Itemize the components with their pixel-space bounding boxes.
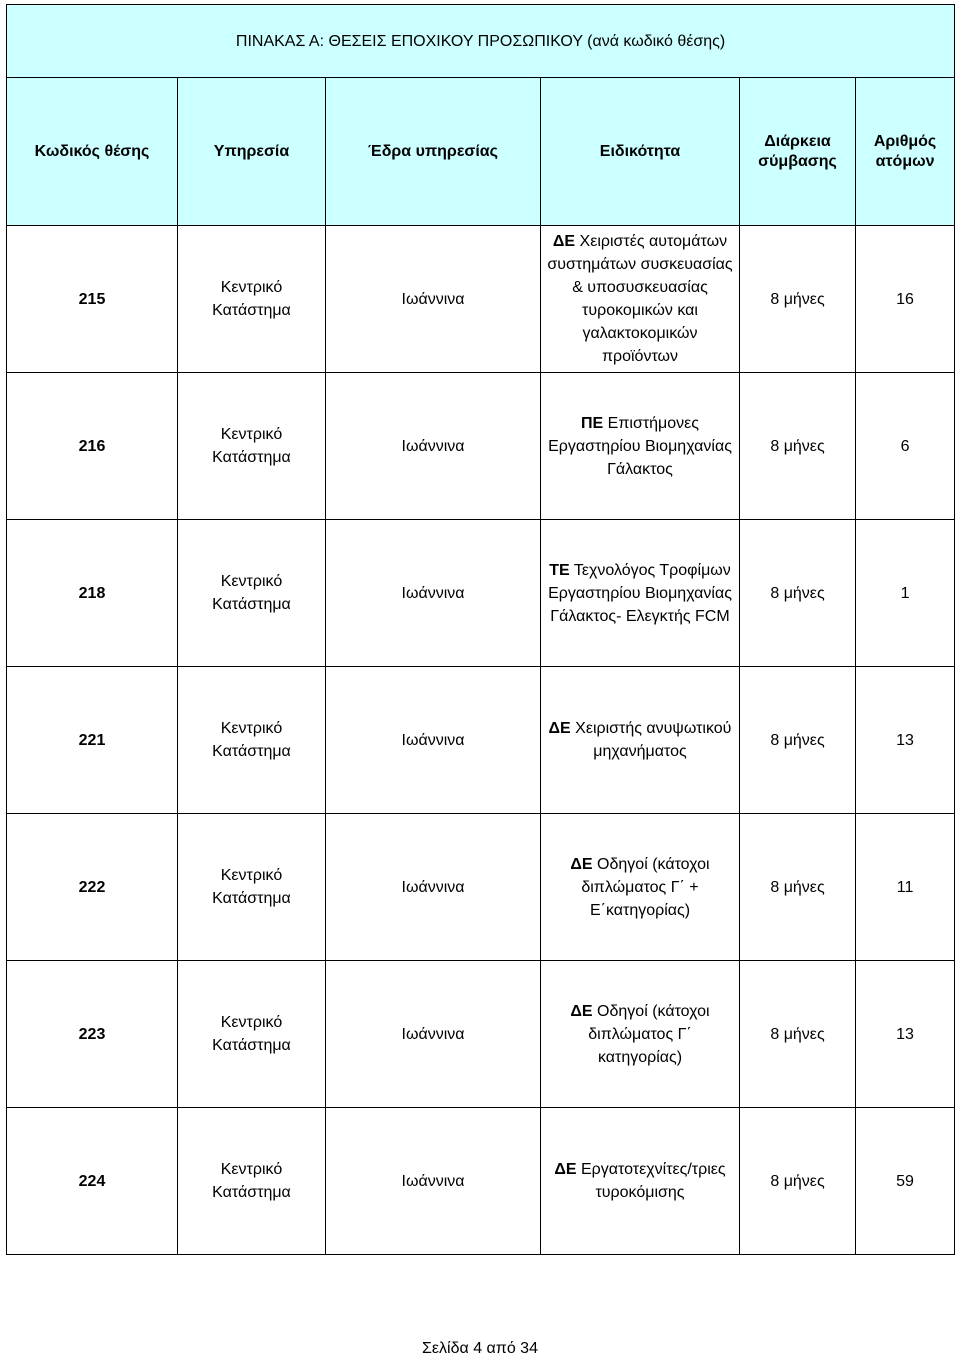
cell-duration: 8 μήνες bbox=[740, 667, 856, 814]
cell-code: 223 bbox=[7, 961, 178, 1108]
table-row bbox=[7, 226, 955, 373]
cell-code: 218 bbox=[7, 520, 178, 667]
positions-table bbox=[6, 4, 955, 1255]
table-title: ΠΙΝΑΚΑΣ Α: ΘΕΣΕΙΣ ΕΠΟΧΙΚΟΥ ΠΡΟΣΩΠΙΚΟΥ (ανά κωδικό θέσης) bbox=[7, 5, 955, 78]
cell-persons: 13 bbox=[856, 667, 955, 814]
cell-service: Κεντρικό Κατάστημα bbox=[178, 226, 326, 373]
cell-specialty bbox=[541, 520, 740, 667]
table-row bbox=[7, 520, 955, 667]
cell-service: Κεντρικό Κατάστημα bbox=[178, 1108, 326, 1255]
specialty-text: Οδηγοί (κάτοχοι διπλώματος Γ΄ κατηγορίας) bbox=[588, 1002, 710, 1066]
specialty-category: ΔΕ bbox=[570, 1002, 593, 1020]
cell-persons: 11 bbox=[856, 814, 955, 961]
header-specialty: Ειδικότητα bbox=[541, 78, 740, 226]
specialty-text: Επιστήμονες Εργαστηρίου Βιομηχανίας Γάλακτος bbox=[548, 414, 732, 478]
specialty-category: ΤΕ bbox=[549, 561, 570, 579]
table-title-row bbox=[7, 5, 955, 78]
specialty-category: ΔΕ bbox=[552, 233, 576, 250]
cell-service: Κεντρικό Κατάστημα bbox=[178, 520, 326, 667]
table-row bbox=[7, 961, 955, 1108]
specialty-text: Χειριστές αυτομάτων συστημάτων συσκευασίας & υποσυσκευασίας τυροκομικών και γαλακτοκομικών προϊόντων bbox=[547, 233, 733, 365]
cell-code: 215 bbox=[7, 226, 178, 373]
cell-specialty bbox=[541, 373, 740, 520]
cell-code: 222 bbox=[7, 814, 178, 961]
cell-location: Ιωάννινα bbox=[326, 520, 541, 667]
cell-duration: 8 μήνες bbox=[740, 520, 856, 667]
header-duration: Διάρκεια σύμβασης bbox=[740, 78, 856, 226]
cell-code: 224 bbox=[7, 1108, 178, 1255]
cell-specialty bbox=[541, 814, 740, 961]
header-service: Υπηρεσία bbox=[178, 78, 326, 226]
cell-duration: 8 μήνες bbox=[740, 1108, 856, 1255]
header-code: Κωδικός θέσης bbox=[7, 78, 178, 226]
specialty-text: Οδηγοί (κάτοχοι διπλώματος Γ΄ + Ε΄κατηγορίας) bbox=[581, 855, 710, 919]
cell-location: Ιωάννινα bbox=[326, 1108, 541, 1255]
cell-duration: 8 μήνες bbox=[740, 814, 856, 961]
cell-code: 221 bbox=[7, 667, 178, 814]
cell-persons: 59 bbox=[856, 1108, 955, 1255]
specialty-category: ΠΕ bbox=[581, 414, 604, 432]
cell-location: Ιωάννινα bbox=[326, 814, 541, 961]
header-persons: Αριθμός ατόμων bbox=[856, 78, 955, 226]
cell-code: 216 bbox=[7, 373, 178, 520]
cell-service: Κεντρικό Κατάστημα bbox=[178, 814, 326, 961]
page-number: Σελίδα 4 από 34 bbox=[422, 1340, 538, 1357]
cell-duration: 8 μήνες bbox=[740, 226, 856, 373]
cell-persons: 6 bbox=[856, 373, 955, 520]
specialty-text: Χειριστής ανυψωτικού μηχανήματος bbox=[570, 720, 732, 760]
cell-specialty bbox=[541, 226, 740, 373]
header-location: Έδρα υπηρεσίας bbox=[326, 78, 541, 226]
cell-service: Κεντρικό Κατάστημα bbox=[178, 373, 326, 520]
cell-location: Ιωάννινα bbox=[326, 226, 541, 373]
cell-duration: 8 μήνες bbox=[740, 373, 856, 520]
specialty-text: Εργατοτεχνίτες/τριες τυροκόμισης bbox=[576, 1161, 726, 1201]
table-body bbox=[7, 226, 955, 1255]
cell-duration: 8 μήνες bbox=[740, 961, 856, 1108]
cell-service: Κεντρικό Κατάστημα bbox=[178, 961, 326, 1108]
table-row bbox=[7, 373, 955, 520]
table-row bbox=[7, 1108, 955, 1255]
table-row bbox=[7, 667, 955, 814]
cell-persons: 1 bbox=[856, 520, 955, 667]
specialty-category: ΔΕ bbox=[554, 1161, 577, 1178]
cell-specialty bbox=[541, 961, 740, 1108]
cell-location: Ιωάννινα bbox=[326, 373, 541, 520]
cell-specialty bbox=[541, 667, 740, 814]
cell-persons: 13 bbox=[856, 961, 955, 1108]
table-row bbox=[7, 814, 955, 961]
cell-location: Ιωάννινα bbox=[326, 667, 541, 814]
specialty-category: ΔΕ bbox=[570, 855, 593, 873]
cell-location: Ιωάννινα bbox=[326, 961, 541, 1108]
cell-service: Κεντρικό Κατάστημα bbox=[178, 667, 326, 814]
cell-specialty bbox=[541, 1108, 740, 1255]
cell-persons: 16 bbox=[856, 226, 955, 373]
table-header-row bbox=[7, 78, 955, 226]
specialty-category: ΔΕ bbox=[548, 720, 571, 737]
specialty-text: Τεχνολόγος Τροφίμων Εργαστηρίου Βιομηχανίας Γάλακτος- Ελεγκτής FCM bbox=[548, 561, 732, 625]
